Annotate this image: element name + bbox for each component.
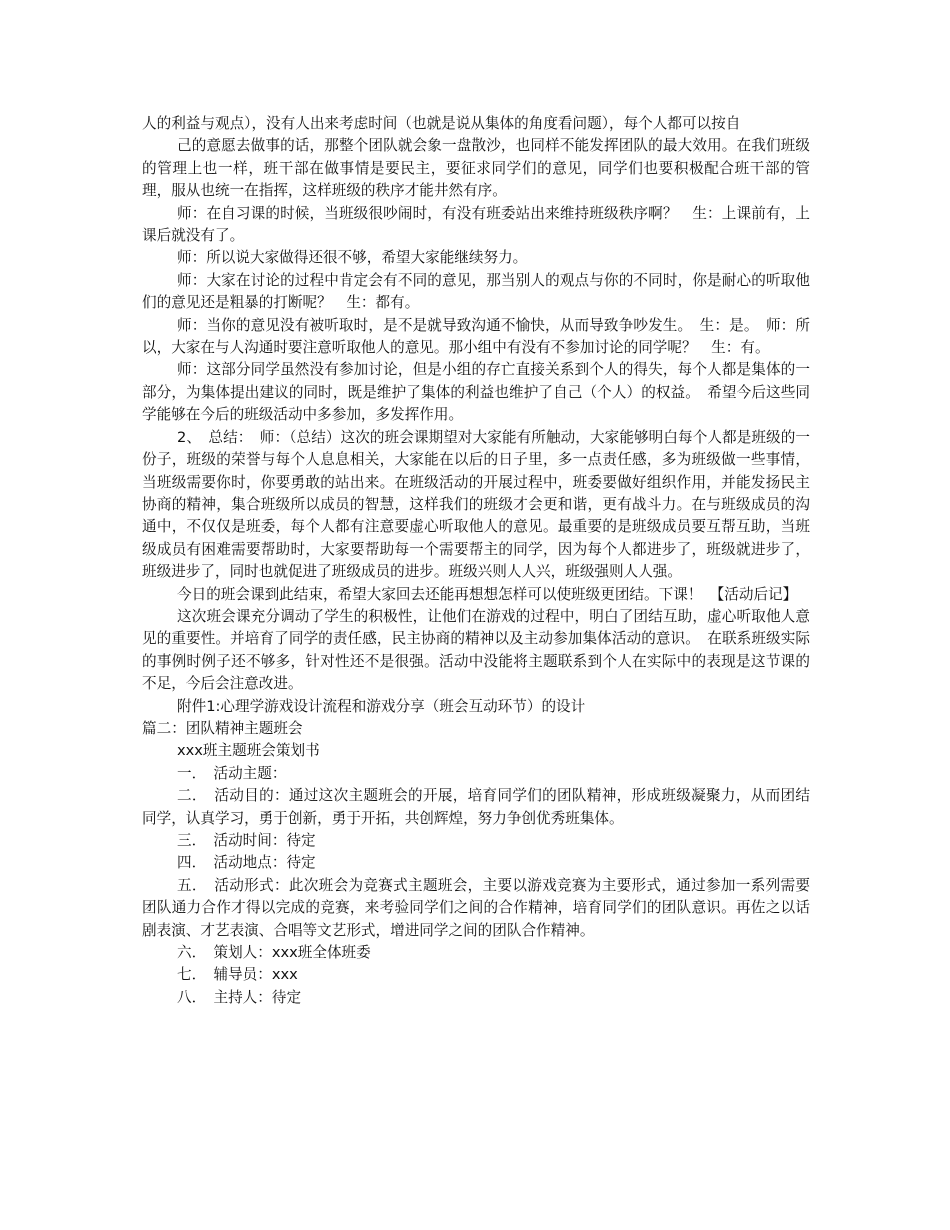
paragraph-5: 师：大家在讨论的过程中肯定会有不同的意见，那当别人的观点与你的不同时，你是耐心的听取他们的意见还是粗暴的打断呢？ 生：都有。 <box>142 271 810 312</box>
plan-item-2: 二． 活动目的：通过这次主题班会的开展，培育同学们的团队精神，形成班级凝聚力，从而团结同学，认真学习，勇于创新，勇于开拓，共创辉煌，努力争创优秀班集体。 <box>142 787 810 827</box>
plan-item-3: 三． 活动时间：待定 <box>177 832 316 849</box>
plan-item-4: 四． 活动地点：待定 <box>177 854 316 872</box>
paragraph-attachment: 附件1:心理学游戏设计流程和游戏分享（班会互动环节）的设计 <box>177 697 586 715</box>
document-page <box>142 113 810 1009</box>
paragraph-2: 己的意愿去做事的话，那整个团队就会象一盘散沙，也同样不能发挥团队的最大效用。在我们班级的管理上也一样，班干部在做事情是要民主，要征求同学们的意见，同学们也要积极配合班干部的管理，服从也统一在指挥，这样班级的秩序才能井然有序。 <box>142 137 810 200</box>
plan-item-1: 一． 活动主题： <box>177 764 287 782</box>
paragraph-1: 人的利益与观点），没有人出来考虑时间（也就是说从集体的角度看问题），每个人都可以按自 <box>142 115 741 132</box>
plan-item-5: 五． 活动形式：此次班会为竞赛式主题班会，主要以游戏竞赛为主要形式，通过参加一系列需要团队通力合作才得以完成的竞赛，来考验同学们之间的合作精神，培育同学们的团队意识。再佐之以话剧表演、才艺表演、合唱等文艺形式，增进同学之间的团队合作精神。 <box>142 876 810 939</box>
paragraph-summary: 2、 总结： 师：（总结）这次的班会课期望对大家能有所触动，大家能够明白每个人都是班级的一份子，班级的荣誉与每个人息息相关，大家能在以后的日子里，多一点责任感，多为班级做一些事情，当班级需要你时，你要勇敢的站出来。在班级活动的开展过程中，班委要做好组织作用，并能发扬民主协商的精神，集合班级所以成员的智慧，这样我们的班级才会更和谐，更有战斗力。在与班级成员的沟通中，不仅仅是班委，每个人都有注意要虚心听取他人的意见。最重要的是班级成员要互帮互助，当班级成员有困难需要帮助时，大家要帮助每一个需要帮主的同学，因为每个人都进步了，班级就进步了，班级进步了，同时也就促进了班级成员的进步。班级兴则人人兴，班级强则人人强。 <box>142 428 810 581</box>
paragraph-afterword: 这次班会课充分调动了学生的积极性，让他们在游戏的过程中，明白了团结互助，虚心听取他人意见的重要性。并培育了同学的责任感，民主协商的精神以及主动参加集体活动的意识。 在联系班级实际的事例时例子还不够多，针对性还不是很强。活动中没能将主题联系到个人在实际中的表现是这节课的不足，今后会注意改进。 <box>142 607 810 693</box>
section-heading: 篇二：团队精神主题班会 <box>142 719 303 737</box>
plan-item-6: 六． 策划人：xxx班全体班委 <box>177 944 371 962</box>
plan-item-7: 七． 辅导员：xxx <box>177 966 298 984</box>
plan-title: xxx班主题班会策划书 <box>177 742 320 760</box>
plan-item-8: 八． 主持人：待定 <box>177 988 302 1006</box>
paragraph-closing: 今日的班会课到此结束，希望大家回去还能再想想怎样可以使班级更团结。下课！ 【活动后记】 <box>177 585 798 603</box>
paragraph-4: 师：所以说大家做得还很不够，希望大家能继续努力。 <box>177 249 528 267</box>
paragraph-3: 师：在自习课的时候，当班级很吵闹时，有没有班委站出来维持班级秩序啊？ 生：上课前有，上课后就没有了。 <box>142 204 810 245</box>
paragraph-6: 师：当你的意见没有被听取时，是不是就导致沟通不愉快，从而导致争吵发生。 生：是。 师：所以，大家在与人沟通时要注意听取他人的意见。那小组中有没有不参加讨论的同学呢？ 生：有。 <box>142 316 810 357</box>
paragraph-7: 师：这部分同学虽然没有参加讨论，但是小组的存亡直接关系到个人的得失，每个人都是集体的一部分，为集体提出建议的同时，既是维护了集体的利益也维护了自己（个人）的权益。 希望今后这些同学能够在今后的班级活动中多参加，多发挥作用。 <box>142 361 810 424</box>
